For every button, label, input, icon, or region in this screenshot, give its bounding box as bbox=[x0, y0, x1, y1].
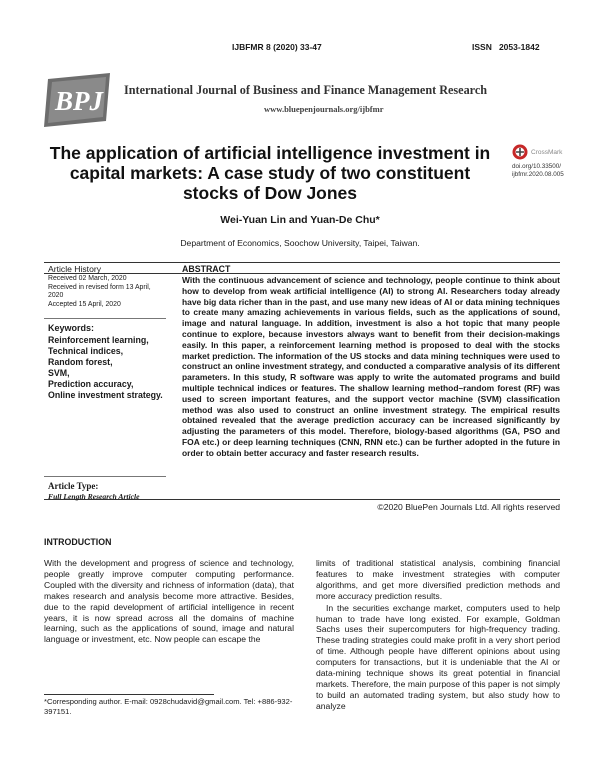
article-history-list bbox=[48, 275, 166, 309]
article-type-heading: Article Type: bbox=[48, 481, 99, 491]
authors: Wei-Yuan Lin and Yuan-De Chu* bbox=[220, 214, 380, 226]
publisher-logo bbox=[44, 73, 114, 127]
table-rule-top bbox=[44, 262, 560, 263]
abstract-heading: ABSTRACT bbox=[182, 264, 231, 274]
keywords-heading: Keywords: bbox=[48, 323, 95, 333]
body-paragraph: With the development and progress of science and technology, people greatly improve computer computing performance. Coupled with the diversity and richness of information (data), that makes research and analysis become more attractive. Besides, due to the rapid development of artificial intelligence in recent years, it is now spread across all the domains of machine learning, such as the applications of sound, image and natural language or investment, etc. Now people can escape the bbox=[44, 558, 294, 645]
journal-url[interactable]: www.bluepenjournals.org/ijbfmr bbox=[264, 104, 384, 114]
article-title: The application of artificial intelligence investment in capital markets: A case study of two constituent stocks of Dow Jones bbox=[49, 143, 491, 203]
doi[interactable] bbox=[512, 163, 572, 179]
crossmark[interactable] bbox=[512, 144, 572, 179]
article-info-divider bbox=[44, 318, 166, 319]
history-item: Received 02 March, 2020 bbox=[48, 275, 127, 282]
doi-line-1: doi.org/10.33500/ bbox=[512, 163, 562, 170]
history-item: Received in revised form 13 April, 2020 bbox=[48, 283, 151, 300]
section-heading-introduction: INTRODUCTION bbox=[44, 537, 112, 547]
crossmark-icon bbox=[512, 144, 528, 160]
history-item: Accepted 15 April, 2020 bbox=[48, 300, 121, 308]
article-type: Full Length Research Article bbox=[48, 492, 140, 501]
abstract-text: With the continuous advancement of science and technology, people continue to think about how to develop from weak artificial intelligence (AI) to strong AI. Researchers today already have big data richer than in the past, and use many new ideas of AI or data mining techniques to create many amazing achievements in various fields, such as the applications of sound, image and natural language. In addition, investment is also a hot topic that many people continue to explore, because investors always want to benefit from their decision-makings easily. In this paper, a reinforcement learning method is proposed to deal with the stocks market prediction. The information of the US stocks and data mining techniques were used to construct an online investment strategy, and conducted a comparative analysis of its different parameters. In this study, R software was apply to write the automated programs and build multiple technical indices or features. The shallow learning method–random forest (RF) was used to screen important features, and the support vector machine (SVM) classification method was also used to construct an online investment strategy. The empirical results obtained revealed that the average prediction accuracy can be increased significantly by adjusting the parameters of this model. Therefore, biology-based algorithms (GA, PSO and FOA etc.) or deep learning techniques (CNN, RNN etc.) can be further adopted in the future in order to obtain better accuracy and faster research results. bbox=[182, 275, 560, 458]
body-paragraph: limits of traditional statistical analysis, combining financial features to make investment strategies with computer algorithms, and get more diversified prediction methods and more accuracy prediction results. bbox=[316, 558, 560, 601]
logo-text: BPJ bbox=[54, 86, 104, 116]
issn-label: ISSN bbox=[472, 42, 492, 52]
journal-name: International Journal of Business and Finance Management Research bbox=[124, 83, 488, 97]
doi-line-2: ijbfmr.2020.08.005 bbox=[512, 171, 564, 178]
body-column-left bbox=[44, 558, 294, 645]
crossmark-label: CrossMark bbox=[531, 148, 563, 156]
keyword: SVM, bbox=[48, 368, 70, 378]
crossmark-badge[interactable] bbox=[512, 144, 572, 160]
affiliation: Department of Economics, Soochow University, Taipei, Taiwan. bbox=[180, 238, 420, 248]
journal-banner bbox=[44, 73, 560, 127]
keyword: Technical indices, bbox=[48, 346, 124, 356]
footnote-rule bbox=[44, 694, 214, 695]
article-info-divider bbox=[44, 476, 166, 477]
body-column-right bbox=[316, 558, 560, 712]
keywords-list bbox=[48, 335, 166, 401]
issn bbox=[472, 42, 540, 52]
keyword: Online investment strategy. bbox=[48, 390, 163, 400]
running-head bbox=[0, 42, 600, 56]
issn-value: 2053-1842 bbox=[498, 42, 540, 52]
corresponding-author-footnote: *Corresponding author. E-mail: 0928chudavid@gmail.com. Tel: +886-932-397151. bbox=[44, 697, 293, 716]
article-history-heading: Article History bbox=[48, 264, 102, 274]
copyright: ©2020 BluePen Journals Ltd. All rights reserved bbox=[377, 502, 560, 512]
table-rule-header bbox=[44, 273, 560, 274]
keyword: Reinforcement learning, bbox=[48, 335, 149, 345]
body-paragraph: In the securities exchange market, computers used to help human to trade have long existed. For example, Goldman Sachs uses their supercomputers for high-frequency trading. These trading strategies could make profit in a very short period of time. Although people have different opinions about using computers for transactions, but it is undeniable that the AI or data-mining technique shows its great potential in financial markets. Therefore, the main purpose of this paper is not simply to build an automated trading system, but also study how to analyze bbox=[316, 602, 560, 711]
journal-citation: IJBFMR 8 (2020) 33-47 bbox=[232, 42, 322, 52]
keyword: Random forest, bbox=[48, 357, 113, 367]
keyword: Prediction accuracy, bbox=[48, 379, 134, 389]
